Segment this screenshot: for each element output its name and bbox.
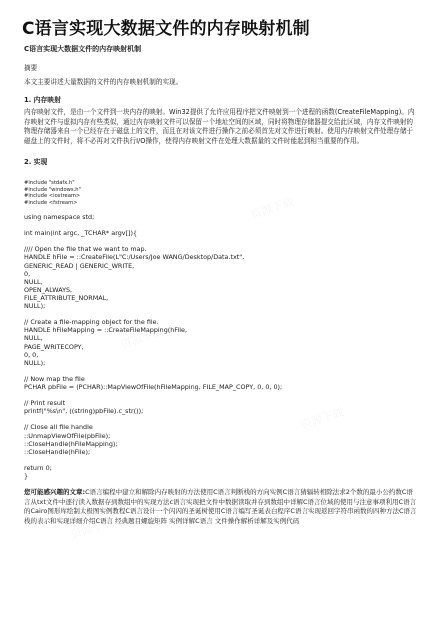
abstract-text: 本文主要讲述大量数据的文件的内存映射机制的实现。 [24,78,183,86]
related-articles [24,488,418,526]
document-subtitle: C语言实现大数据文件的内存映射机制 [24,45,142,53]
code-block: using namespace std; int main(int argc, _TCHAR* argv[]){ //// Open the file that we want to map. HANDLE hFile = ::CreateFile(L"C:/Users/Joe WANG/Desktop/Data.txt", GENERIC_READ | GENERIC_WRITE, 0, NULL, OPEN_ALWAYS, FILE_ATTRIBUTE_NORMAL, NULL); // Create a file-mapping object for the file. HANDLE hFileMapping = ::CreateFileMapping(hFile, NULL, PAGE_WRITECOPY, 0, 0, NULL); // Now map the file PCHAR pbFile = (PCHAR)::MapViewOfFile(hFileMapping, FILE_MAP_COPY, 0, 0, 0); // Print result printf("%s\n", ((string)pbFile).c_str()); // Close all file handle ::UnmapViewOfFile(pbFile); ::CloseHandle(hFileMapping); ::CloseHandle(hFile); return 0; } [24,213,283,480]
section1-text: 内存映射文件，是由一个文件到一块内存的映射。Win32提供了允许应用程序把文件映射到一个进程的函数(CreateFileMapping)。内存映射文件与虚拟内存有些类似，通过内存映射文件可以保留一个地址空间的区域，同时将物理存储器提交给此区域，内存文件映射的物理存储器来自一个已经存在于磁盘上的文件，而且在对该文件进行操作之前必须首先对文件进行映射。使用内存映射文件处理存储于磁盘上的文件时，将不必再对文件执行I/O操作，使得内存映射文件在处理大数据量的文件时能起到相当重要的作用。 [24,108,415,145]
watermark [299,404,346,433]
section1-heading: 1. 内存映射 [24,96,61,104]
related-label: 您可能感兴趣的文章: [24,488,86,496]
related-text: C语言编程中建立和解除内存映射的方法使用C语言判断栈的方向实例C语言猜辐转相除法求2个数的最小公约数C语言从txt文件中逐行读入数据存到数组中的实现方法c语言实现把文件中数据读取并存到数组中详解C语言位域的使用与注意事项利用C语言的Cairo图形库绘制太极图实例教程C语言设计一个闪闪的圣诞树使用C语言编写圣诞表白程序C语言实现返回字符串函数的四种方法C语言 栈的表示和实现详细介绍C语言 经典题目螺旋矩阵 实例详解C语言 文件操作解析详解及实例代码 [24,488,417,525]
abstract-heading: 摘要 [24,64,38,72]
code-includes: #include "stdafx.h" #include "windows.h" #include <iostream> #include <fstream> [24,180,81,206]
section2-heading: 2. 实现 [24,158,48,166]
document-title: C语言实现大数据文件的内存映射机制 [22,19,310,39]
